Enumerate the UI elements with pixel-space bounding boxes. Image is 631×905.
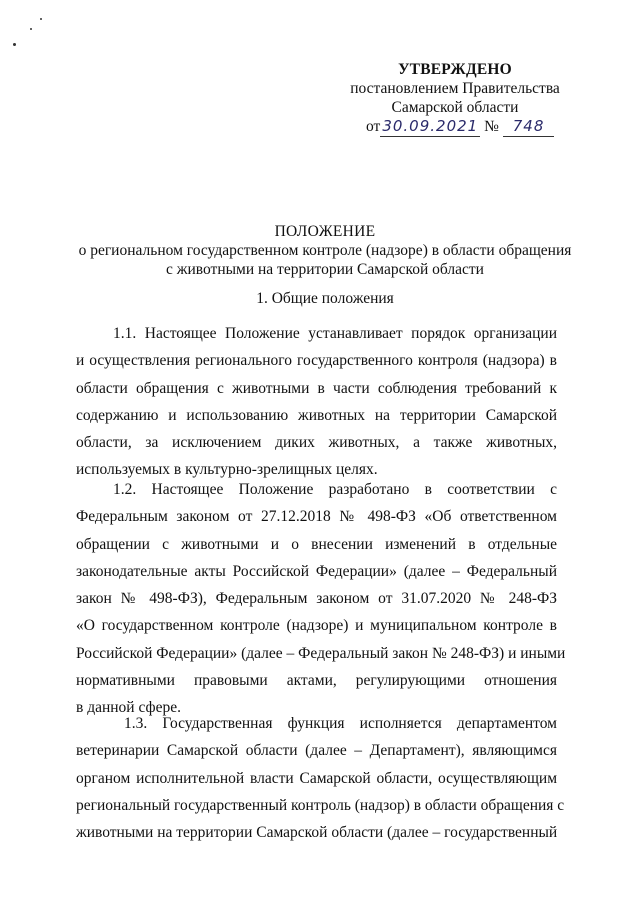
approval-date-row — [340, 117, 570, 137]
handwritten-number: 748 — [503, 117, 555, 137]
paragraph-1-2 — [76, 476, 566, 722]
paragraph-line: ветеринарии Самарской области (далее – Департамент), являющимся — [76, 742, 557, 760]
approval-title: УТВЕРЖДЕНО — [398, 61, 512, 78]
paragraph-line: и осуществления регионального государственного контроля (надзора) в — [76, 352, 557, 370]
paragraph-line: используемых в культурно-зрелищных целях. — [76, 461, 378, 479]
paragraph-line: законодательные акты Российской Федерации» (далее – Федеральный — [76, 562, 557, 580]
document-subtitle-line2: с животными на территории Самарской области — [166, 261, 484, 278]
document-heading — [60, 222, 590, 279]
date-prefix: от — [366, 118, 381, 135]
paragraph-line: 1.1. Настоящее Положение устанавливает порядок организации — [113, 325, 557, 342]
document-title: ПОЛОЖЕНИЕ — [274, 223, 376, 240]
paragraph-line: Российской Федерации» (далее – Федеральный закон № 248-ФЗ) и иными — [76, 644, 566, 662]
paragraph-line: 1.3. Государственная функция исполняется департаментом — [124, 715, 557, 732]
paragraph-line: нормативными правовыми актами, регулирующими отношения — [76, 672, 557, 690]
paragraph-line: содержанию и использованию животных на территории Самарской — [76, 406, 557, 424]
handwritten-date: 30.09.2021 — [382, 117, 479, 135]
number-prefix: № — [484, 118, 499, 135]
section-title: 1. Общие положения — [256, 290, 394, 307]
document-subtitle-line1: о региональном государственном контроле (надзоре) в области обращения — [78, 242, 572, 259]
paragraph-line: животными на территории Самарской области (далее – государственный — [76, 824, 558, 842]
scan-speck — [40, 18, 42, 20]
paragraph-line: органом исполнительной власти Самарской области, осуществляющим — [76, 769, 557, 787]
paragraph-line: «О государственном контроле (надзоре) и муниципальном контроле в — [76, 617, 557, 635]
paragraph-1-3 — [76, 710, 565, 846]
scan-speck — [13, 43, 16, 46]
approval-region: Самарской области — [391, 99, 519, 116]
approval-issuer: постановлением Правительства — [350, 80, 560, 97]
paragraph-line: обращении с животными и о внесении изменений в отдельные — [76, 535, 557, 553]
scan-speck — [30, 28, 32, 30]
paragraph-line: Федеральным законом от 27.12.2018 № 498-ФЗ «Об ответственном — [76, 508, 557, 526]
paragraph-line: региональный государственный контроль (надзор) в области обращения с — [76, 796, 565, 814]
paragraph-line: области обращения с животными в части соблюдения требований к — [76, 379, 557, 397]
approval-stamp-block — [340, 60, 570, 137]
paragraph-line: закон № 498-ФЗ), Федеральным законом от 31.07.2020 № 248-ФЗ — [76, 590, 557, 608]
paragraph-line: области, за исключением диких животных, а также животных, — [76, 434, 557, 452]
paragraph-1-1 — [76, 320, 557, 484]
paragraph-line: в данной сфере. — [76, 699, 181, 717]
paragraph-line: 1.2. Настоящее Положение разработано в соответствии с — [113, 481, 557, 498]
